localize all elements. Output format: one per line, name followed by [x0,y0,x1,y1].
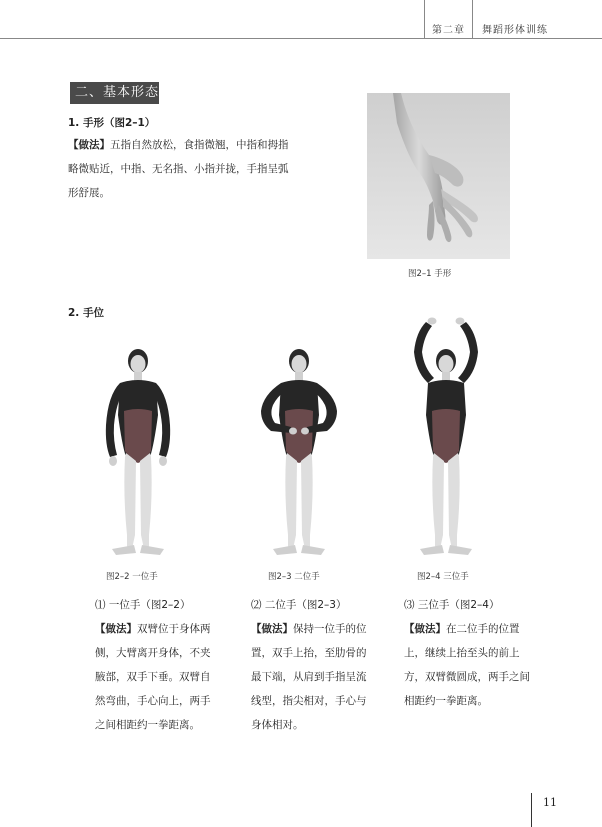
third-position-line-3: 方，双臂微圆成，两手之间 [404,671,530,683]
first-position-caption: 图2–2 一位手 [106,572,158,582]
dancer-third-position-figure [404,312,488,563]
method-label: 【做法】 [251,623,293,635]
hand-shape-line-1 [68,135,289,155]
third-position-heading: ⑶ 三位手（图2–4） [404,599,500,611]
first-position-heading: ⑴ 一位手（图2–2） [95,599,191,611]
second-position-line-5: 身体相对。 [251,719,304,731]
second-position-line-4: 线型，指尖相对，手心与 [251,695,367,707]
page-number-rule [531,793,532,827]
header-book-title: 舞蹈形体训练 [482,25,548,36]
dancer-first-position-figure [96,345,180,563]
method-label: 【做法】 [95,623,137,635]
dancer-right-leg [140,453,152,549]
hand-shape-line-3: 形舒展。 [68,187,110,199]
second-position-heading: ⑵ 二位手（图2–3） [251,599,347,611]
third-position-line-4: 相距约一拳距离。 [404,695,488,707]
dancer-face [131,355,146,373]
first-position-line-2: 侧，大臂离开身体，不夹 [95,647,211,659]
dancer-second-position-figure [257,345,341,563]
second-position-line-1: 【做法】保持一位手的位 [251,623,367,635]
first-position-line-3: 腋部，双手下垂。双臂自 [95,671,211,683]
section-title: 二、基本形态 [70,82,159,104]
first-position-line-1: 【做法】双臂位于身体两 [95,623,211,635]
hand-shape-line-2: 略微贴近，中指、无名指、小指并拢，手指呈弧 [68,163,289,175]
hand-shape-illustration [367,93,510,259]
header-divider [424,0,425,38]
method-label: 【做法】 [68,139,110,151]
second-position-caption: 图2–3 二位手 [268,572,320,582]
hand-shape-heading: 1. 手形（图2–1） [68,117,156,129]
header-chapter: 第二章 [432,25,465,36]
first-position-line-5: 之间相距约一拳距离。 [95,719,200,731]
dancer-left-leg [124,453,136,549]
header-rule [0,38,602,39]
third-position-line-1: 【做法】在二位手的位置 [404,623,520,635]
hand-shape-photo [367,93,510,259]
method-label: 【做法】 [404,623,446,635]
method-text: 五指自然放松，食指微翘，中指和拇指 [110,139,289,151]
second-position-line-3: 最下端，从肩到手指呈流 [251,671,367,683]
third-position-line-2: 上，继续上抬至头的前上 [404,647,520,659]
first-position-line-4: 然弯曲，手心向上，两手 [95,695,211,707]
page-number: 11 [543,796,557,809]
second-position-line-2: 置，双手上抬，至肋骨的 [251,647,367,659]
hand-shape-caption: 图2–1 手形 [408,269,452,279]
third-position-caption: 图2–4 三位手 [417,572,469,582]
header-divider [472,0,473,38]
hand-positions-heading: 2. 手位 [68,307,104,319]
